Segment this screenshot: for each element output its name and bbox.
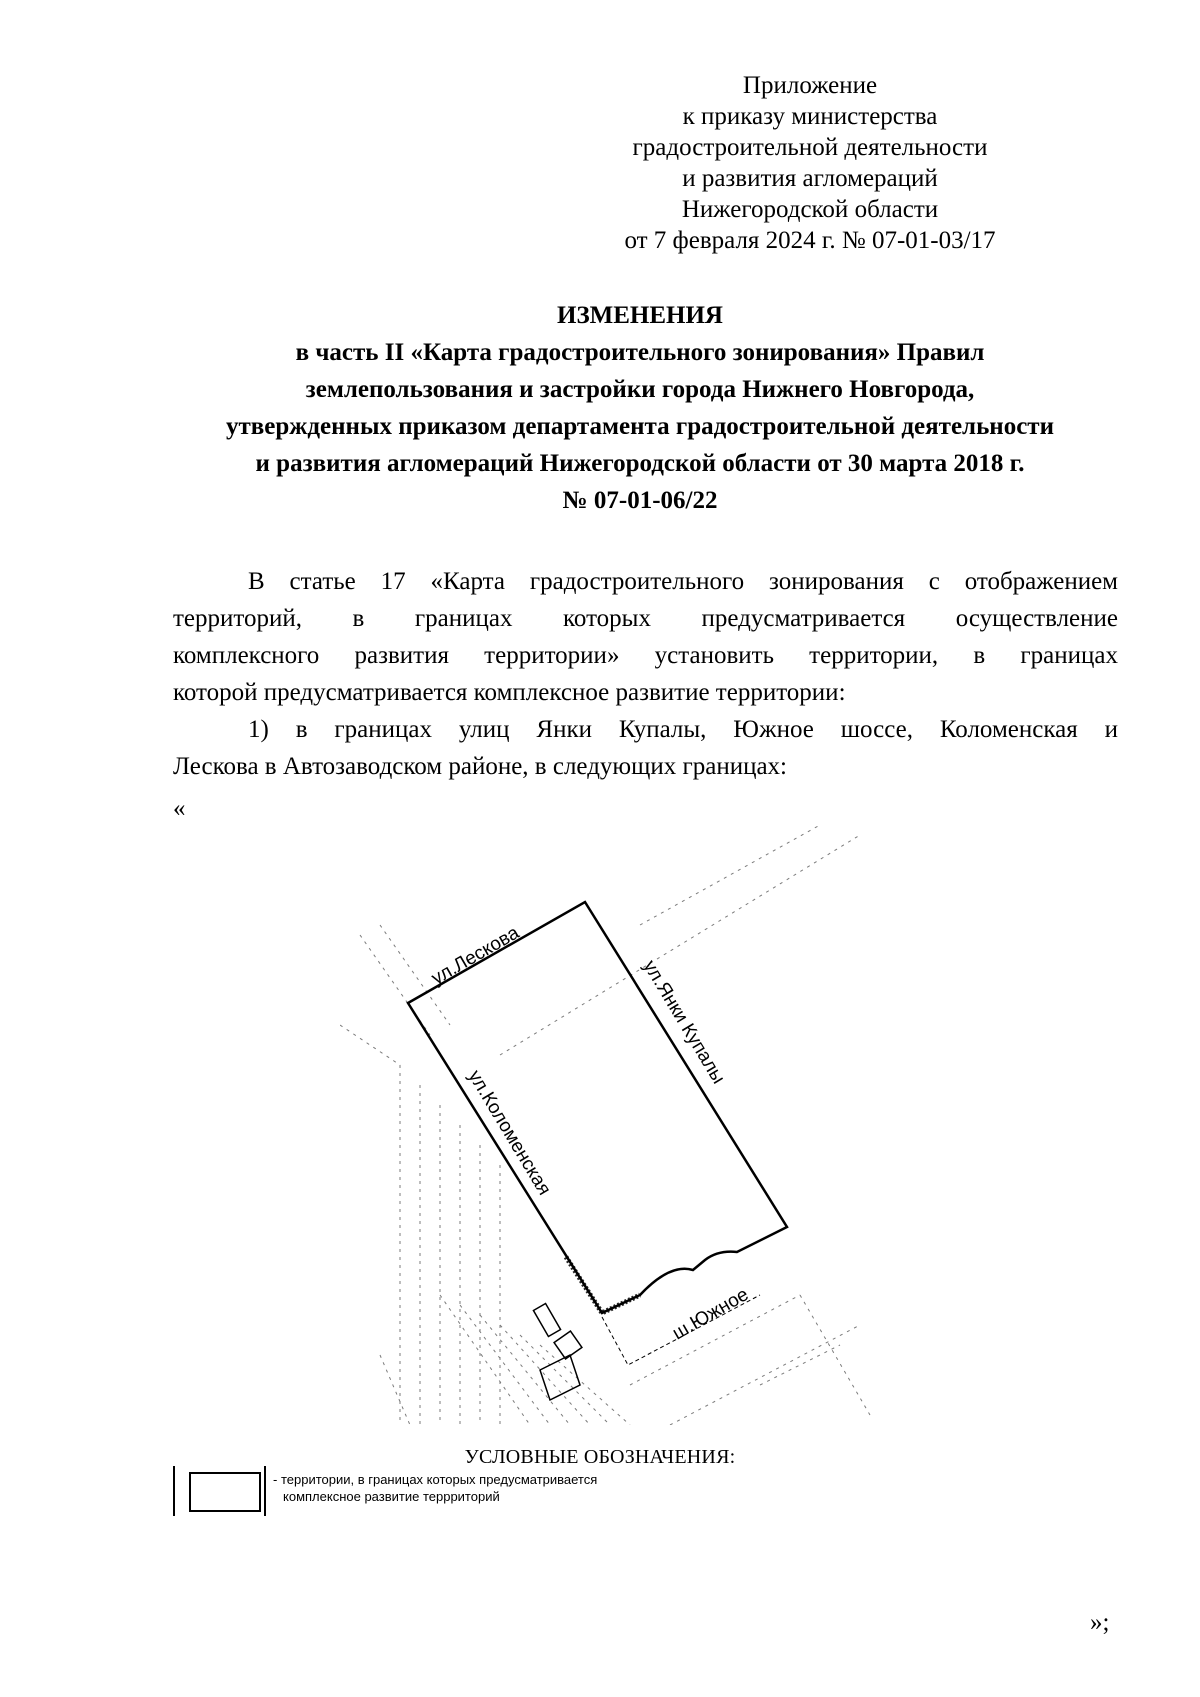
title-line: утвержденных приказом департамента градостроительной деятельности bbox=[226, 413, 1054, 440]
paragraph-line: территорий, в границах которых предусматривается осуществление bbox=[173, 605, 1118, 632]
legend-divider bbox=[173, 1466, 175, 1516]
paragraph-line: которой предусматривается комплексное развитие территории: bbox=[173, 679, 846, 706]
legend-line: комплексное развитие террриторий bbox=[283, 1489, 500, 1504]
paragraph-line: комплексного развития территории» установить территории, в границах bbox=[173, 642, 1118, 669]
appendix-line: к приказу министерства bbox=[682, 103, 938, 130]
title-line: ИЗМЕНЕНИЯ bbox=[557, 302, 723, 329]
legend-description bbox=[273, 1471, 793, 1505]
street-label-leskova: ул.Лескова bbox=[428, 922, 523, 990]
legend-row bbox=[173, 1466, 873, 1518]
close-quote: »; bbox=[1090, 1609, 1110, 1636]
legend-divider bbox=[264, 1466, 266, 1516]
appendix-line: от 7 февраля 2024 г. № 07-01-03/17 bbox=[624, 227, 996, 254]
legend-line: - территории, в границах которых предусматривается bbox=[273, 1472, 598, 1487]
appendix-header bbox=[560, 70, 1060, 256]
open-quote: « bbox=[173, 795, 186, 822]
street-label-yanki-kupaly: ул.Янки Купалы bbox=[638, 956, 729, 1088]
street-label-yuzhnoe: ш.Южное bbox=[669, 1284, 753, 1345]
paragraph-line: В статье 17 «Карта градостроительного зонирования с отображением bbox=[248, 568, 1118, 595]
title-line: № 07-01-06/22 bbox=[562, 487, 718, 514]
legend-swatch bbox=[189, 1472, 261, 1512]
paragraph-line: 1) в границах улиц Янки Купалы, Южное шоссе, Коломенская и bbox=[248, 716, 1118, 743]
paragraph-line: Лескова в Автозаводском районе, в следующих границах: bbox=[173, 753, 788, 780]
body-text bbox=[173, 563, 1118, 785]
appendix-line: Приложение bbox=[742, 72, 878, 99]
map-buildings bbox=[533, 1304, 581, 1400]
title-line: и развития агломераций Нижегородской области от 30 марта 2018 г. bbox=[255, 450, 1025, 477]
street-label-kolomenskaya: ул.Коломенская bbox=[463, 1066, 555, 1200]
title-line: в часть II «Карта градостроительного зонирования» Правил bbox=[295, 339, 985, 366]
appendix-line: и развития агломераций bbox=[682, 165, 938, 192]
document-title bbox=[160, 297, 1120, 519]
appendix-line: Нижегородской области bbox=[681, 196, 939, 223]
appendix-line: градостроительной деятельности bbox=[632, 134, 988, 161]
boundary-hatch bbox=[566, 1257, 640, 1313]
map-background bbox=[340, 825, 870, 1425]
title-line: землепользования и застройки города Нижнего Новгорода, bbox=[305, 376, 975, 403]
legend-title: УСЛОВНЫЕ ОБОЗНАЧЕНИЯ: bbox=[464, 1446, 736, 1468]
territory-map bbox=[340, 825, 880, 1425]
